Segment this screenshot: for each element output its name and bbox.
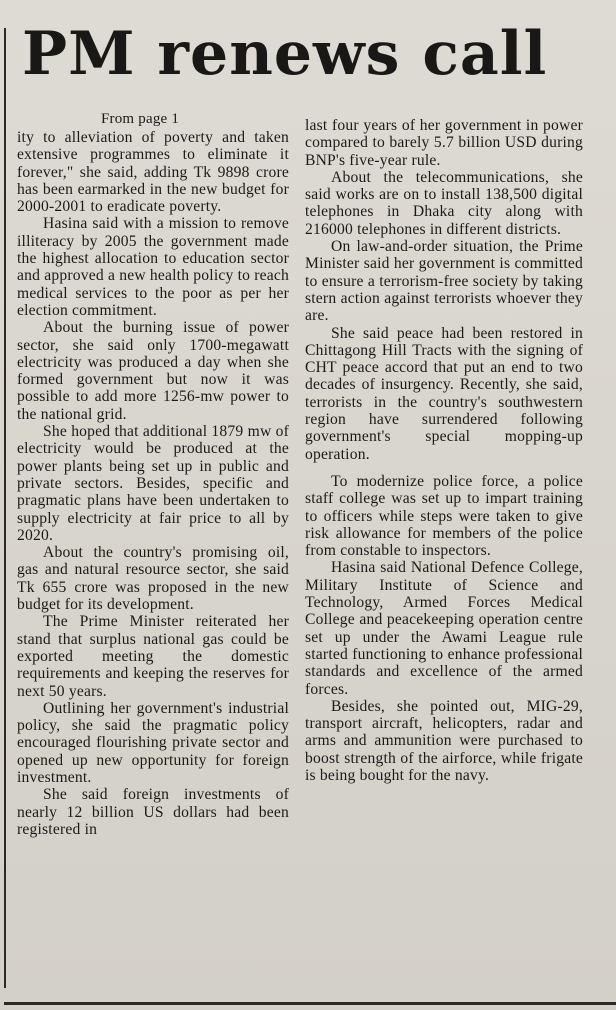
headline: PM renews call xyxy=(22,19,548,89)
paragraph: She hoped that additional 1879 mw of electricity would be produced at the power plants being set up in public and private sectors. Besides, specific and pragmatic plans have been undertaken to supply electricity at fair price to all by 2020. xyxy=(17,423,289,544)
article-column-left xyxy=(17,110,289,838)
paragraph: last four years of her government in power compared to barely 5.7 billion USD during BNP's five-year rule. xyxy=(305,117,583,169)
paragraph: On law-and-order situation, the Prime Minister said her government is committed to ensure a terrorism-free society by taking stern action against terrorists whoever they are. xyxy=(305,238,583,325)
column-rule-left xyxy=(4,28,6,988)
paragraph: She said peace had been restored in Chittagong Hill Tracts with the signing of CHT peace accord that put an end to two decades of insurgency. Recently, she said, terrorists in the country's southwestern region have surrendered following government's special mopping-up operation. xyxy=(305,324,583,463)
paragraph: About the country's promising oil, gas and natural resource sector, she said Tk 655 crore was proposed in the new budget for its development. xyxy=(17,544,289,614)
paragraph: About the burning issue of power sector, she said only 1700-megawatt electricity was produced a day when she formed government but now it was possible to add more 1256-mw power to the national grid. xyxy=(17,319,289,423)
paragraph: About the telecommunications, she said works are on to install 138,500 digital telephones in Dhaka city along with 216000 telephones in different districts. xyxy=(305,168,583,238)
paragraph-gap xyxy=(305,463,583,473)
paragraph: To modernize police force, a police staff college was set up to impart training to officers while steps were taken to give risk allowance for members of the police from constable to inspectors. xyxy=(305,472,583,560)
paragraph: ity to alleviation of poverty and taken extensive programmes to eliminate it forever," she said, adding Tk 9898 crore has been earmarked in the new budget for 2000-2001 to eradicate poverty. xyxy=(17,129,289,216)
paragraph: Hasina said with a mission to remove illiteracy by 2005 the government made the highest allocation to education sector and approved a new health policy to reach medical services to the poor as per her election commitment. xyxy=(17,215,289,319)
paragraph: Hasina said National Defence College, Military Institute of Science and Technology, Armed Forces Medical College and peacekeeping operation centre set up under the Awami League rule started functioning to enhance professional standards and excellence of the armed forces. xyxy=(305,559,583,698)
article-column-right xyxy=(305,117,583,784)
paragraph: The Prime Minister reiterated her stand that surplus national gas could be exported meeting the domestic requirements and keeping the reserves for next 50 years. xyxy=(17,613,289,700)
paragraph: Besides, she pointed out, MIG-29, transport aircraft, helicopters, radar and arms and ammunition were purchased to boost strength of the airforce, while frigate is being bought for the navy. xyxy=(305,697,583,784)
paragraph: Outlining her government's industrial policy, she said the pragmatic policy encouraged flourishing private sector and opened up new opportunity for foreign investment. xyxy=(17,699,289,786)
continuation-line: From page 1 xyxy=(101,111,180,127)
paragraph: She said foreign investments of nearly 12 billion US dollars had been registered in xyxy=(17,786,289,838)
bottom-rule xyxy=(4,1002,616,1005)
